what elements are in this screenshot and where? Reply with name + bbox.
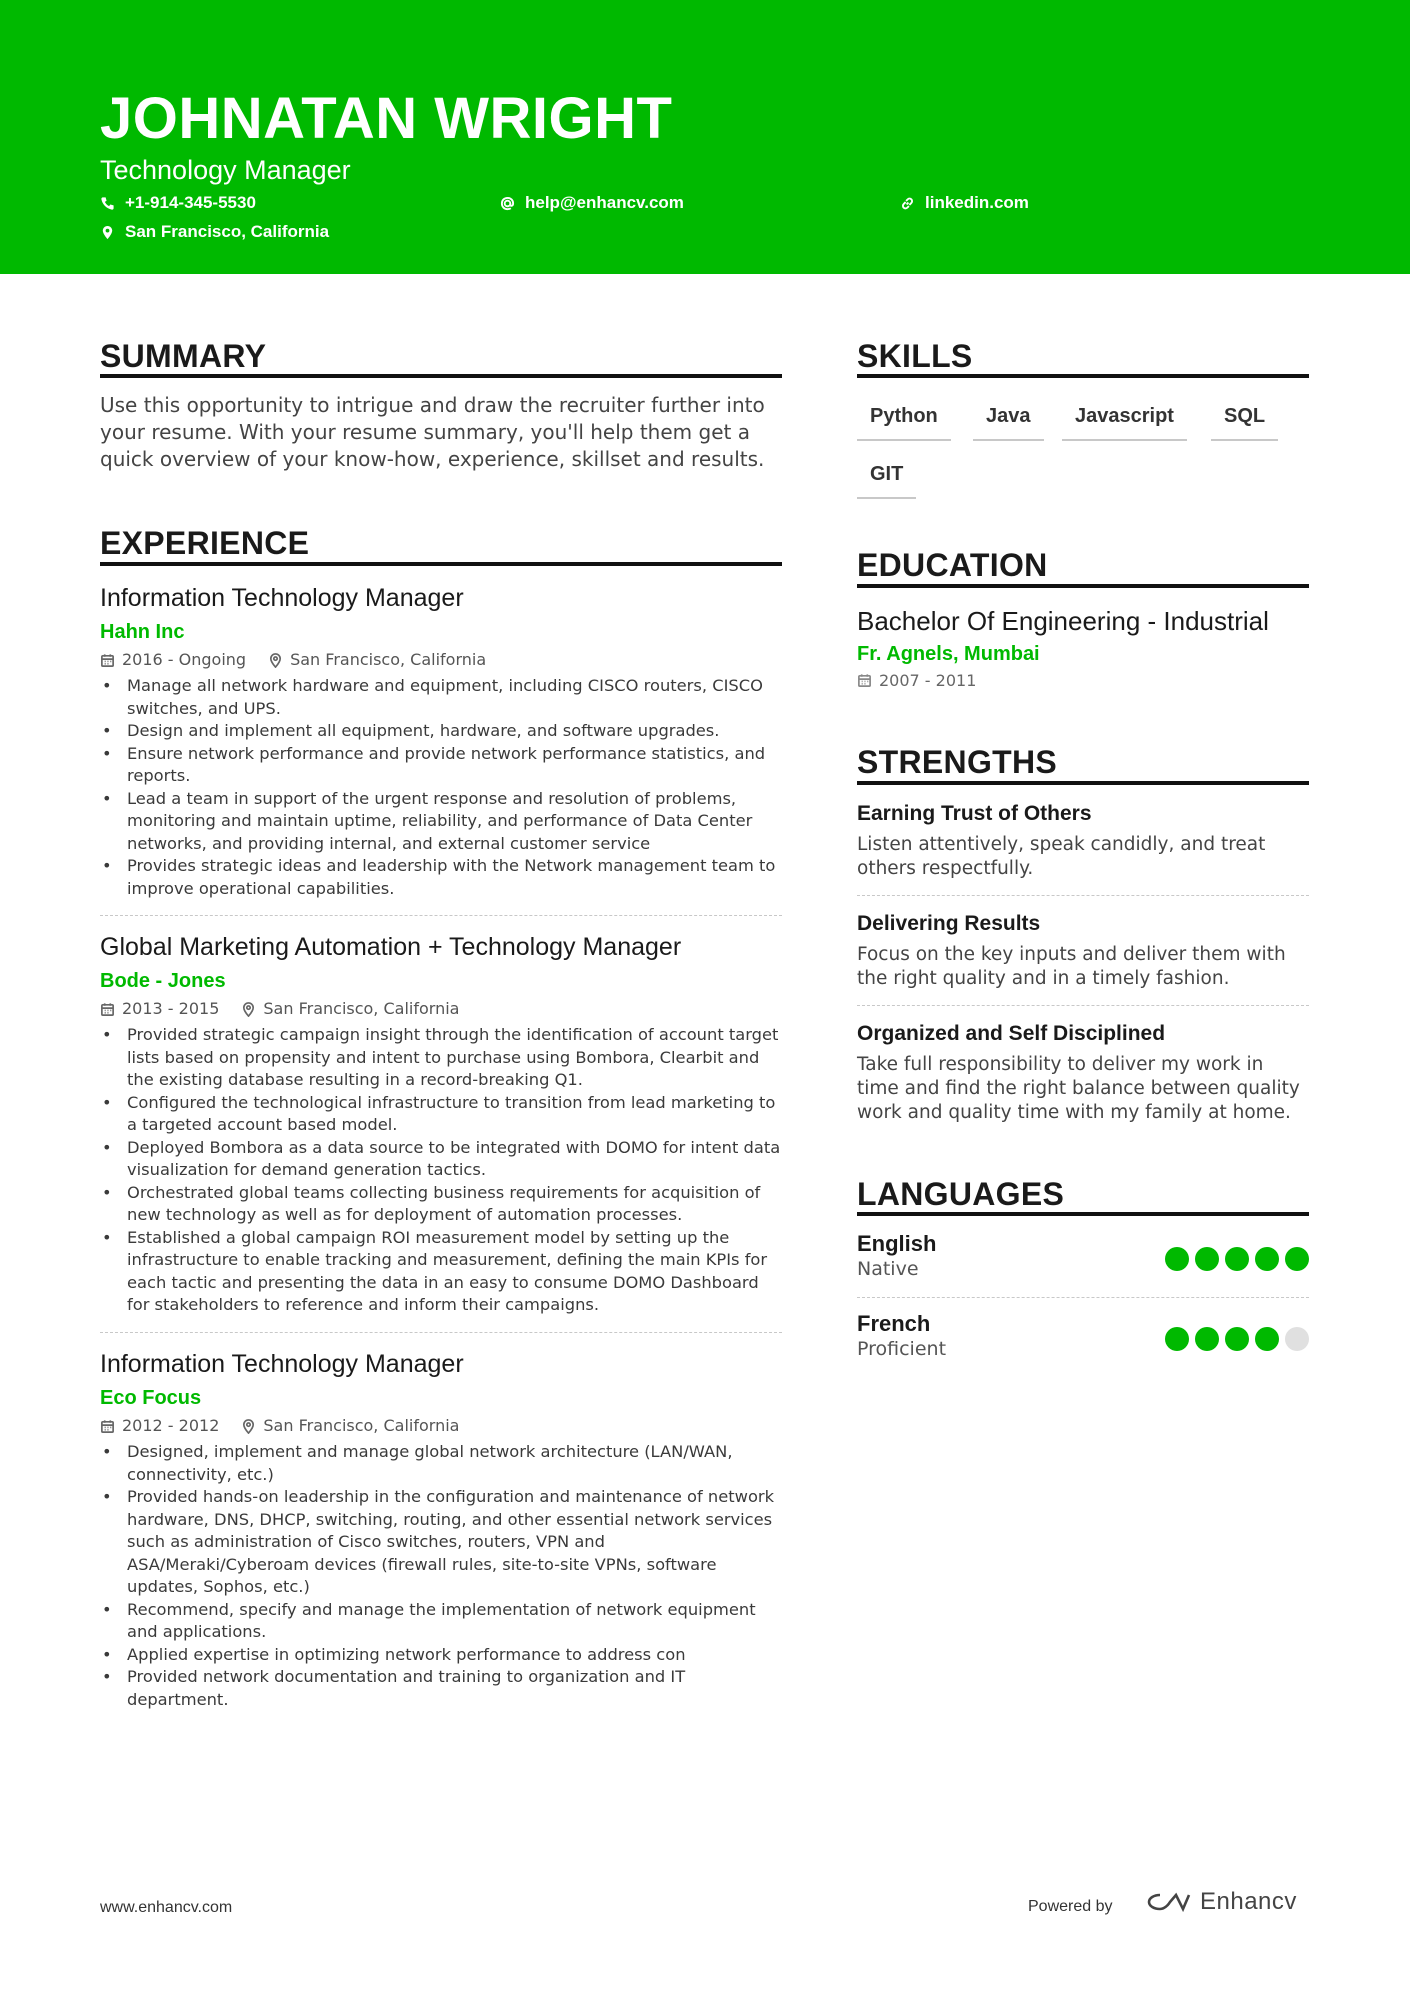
job-bullet: • Provided hands-on leadership in the configuration and maintenance of network hardware, DNS, DHCP, switching, routing, and other essential network services such as administration of Cisco switches, routers, VPN and ASA/Meraki/Cyberoam devices (firewall rules, site-to-site VPNs, software updates, Sophos, etc.) — [100, 1486, 782, 1599]
footer-website[interactable]: www.enhancv.com — [100, 1899, 233, 1916]
job-bullet: • Provides strategic ideas and leadership with the Network management team to improve operational capabilities. — [100, 855, 782, 900]
job-bullet: • Lead a team in support of the urgent response and resolution of problems, monitoring and maintain uptime, reliability, and performance of Data Center networks, and providing internal, and external customer service — [100, 788, 782, 856]
job-dates — [100, 649, 246, 671]
job-title: Global Marketing Automation + Technology Manager — [100, 933, 682, 961]
at-icon — [500, 196, 515, 211]
rating-dot-filled — [1255, 1327, 1279, 1351]
languages-divider — [857, 1212, 1309, 1216]
experience-heading: EXPERIENCE — [100, 525, 310, 561]
skills-heading: SKILLS — [857, 338, 973, 374]
skills-divider — [857, 374, 1309, 378]
rating-dot-empty — [1285, 1327, 1309, 1351]
job-location — [241, 998, 459, 1020]
job-dates — [100, 998, 219, 1020]
education-heading: EDUCATION — [857, 547, 1048, 583]
job-bullet: • Applied expertise in optimizing network performance to address con — [100, 1644, 782, 1667]
job-company[interactable]: Bode - Jones — [100, 970, 226, 992]
calendar-icon — [100, 1419, 115, 1434]
education-divider — [857, 584, 1309, 588]
language-item — [857, 1230, 1309, 1281]
rating-dot-filled — [1285, 1247, 1309, 1271]
location-text: San Francisco, California — [125, 222, 330, 241]
location-pin-icon — [241, 1419, 256, 1434]
job-bullets — [100, 1024, 782, 1317]
job-title: Information Technology Manager — [100, 1350, 464, 1378]
job-company[interactable]: Eco Focus — [100, 1387, 202, 1409]
resume-header — [0, 0, 1410, 274]
job-bullet: • Established a global campaign ROI measurement model by setting up the infrastructure to enable tracking and measurement, defining the main KPIs for each tactic and presenting the data in an easy to consume DOMO Dashboard for stakeholders to reference and inform their campaigns. — [100, 1227, 782, 1317]
skill-tag: SQL — [1211, 402, 1278, 441]
experience-divider — [100, 562, 782, 566]
calendar-icon — [857, 673, 872, 688]
skill-tag: Python — [857, 402, 951, 441]
strengths-divider — [857, 781, 1309, 785]
job-bullet: • Manage all network hardware and equipment, including CISCO routers, CISCO switches, and UPS. — [100, 675, 782, 720]
experience-entry — [100, 932, 782, 1317]
experience-entry — [100, 583, 782, 900]
strengths-heading: STRENGTHS — [857, 744, 1058, 780]
job-bullet: • Provided strategic campaign insight through the identification of account target lists based on propensity and intent to purchase using Bombora, Clearbit and the existing database resulting in a record-breaking Q1. — [100, 1024, 782, 1092]
linkedin-text: linkedin.com — [925, 193, 1029, 212]
job-bullet: • Designed, implement and manage global network architecture (LAN/WAN, connectivity, etc.) — [100, 1441, 782, 1486]
job-bullets — [100, 675, 782, 900]
job-title: Information Technology Manager — [100, 584, 464, 612]
job-company[interactable]: Hahn Inc — [100, 621, 185, 643]
job-bullet: • Provided network documentation and training to organization and IT department. — [100, 1666, 782, 1711]
job-bullet: • Design and implement all equipment, hardware, and software upgrades. — [100, 720, 782, 743]
strength-title: Organized and Self Disciplined — [857, 1022, 1166, 1045]
language-rating — [1165, 1247, 1309, 1271]
language-name: English — [857, 1231, 937, 1256]
language-item — [857, 1310, 1309, 1361]
languages-heading: LANGUAGES — [857, 1176, 1065, 1212]
email-text: help@enhancv.com — [525, 193, 684, 212]
experience-entry — [100, 1349, 782, 1711]
job-meta — [100, 649, 782, 671]
job-dates-text: 2016 - Ongoing — [122, 650, 247, 669]
job-bullet: • Ensure network performance and provide network performance statistics, and reports. — [100, 743, 782, 788]
strength-desc: Listen attentively, speak candidly, and treat others respectfully. — [857, 834, 1266, 879]
strength-title: Delivering Results — [857, 912, 1041, 935]
experience-separator — [100, 1332, 782, 1333]
rating-dot-filled — [1255, 1247, 1279, 1271]
job-location-text: San Francisco, California — [263, 999, 460, 1018]
phone-icon — [100, 196, 115, 211]
job-bullet: • Deployed Bombora as a data source to be integrated with DOMO for intent data visualization for demand generation tactics. — [100, 1137, 782, 1182]
job-location-text: San Francisco, California — [290, 650, 487, 669]
location-pin-icon — [241, 1002, 256, 1017]
job-dates-text: 2013 - 2015 — [122, 999, 220, 1018]
education-degree: Bachelor Of Engineering - Industrial — [857, 606, 1269, 636]
rating-dot-filled — [1195, 1247, 1219, 1271]
job-location — [241, 1415, 459, 1437]
skill-tag: Javascript — [1062, 402, 1187, 441]
location-pin-icon — [268, 653, 283, 668]
summary-divider — [100, 374, 782, 378]
contact-linkedin[interactable] — [900, 192, 1029, 214]
phone-text: +1-914-345-5530 — [125, 193, 256, 212]
language-level: Proficient — [857, 1338, 947, 1360]
job-meta — [100, 998, 782, 1020]
footer-logo[interactable] — [1146, 1888, 1297, 1916]
skill-tag: Java — [973, 402, 1044, 441]
summary-text: Use this opportunity to intrigue and draw the recruiter further into your resume. With your resume summary, you'll help them get a quick overview of your know-how, experience, skillset and results. — [100, 393, 765, 471]
strength-item — [857, 1021, 1309, 1125]
location-pin-icon — [100, 225, 115, 240]
language-level: Native — [857, 1258, 919, 1280]
job-bullet: • Orchestrated global teams collecting business requirements for acquisition of new technology as well as for deployment of automation processes. — [100, 1182, 782, 1227]
contact-phone[interactable] — [100, 192, 256, 214]
strength-item — [857, 911, 1309, 991]
footer-brand: Enhancv — [1200, 1888, 1297, 1915]
experience-separator — [100, 915, 782, 916]
job-meta — [100, 1415, 782, 1437]
link-icon — [900, 196, 915, 211]
language-name: French — [857, 1311, 931, 1336]
rating-dot-filled — [1225, 1247, 1249, 1271]
strength-desc: Focus on the key inputs and deliver them with the right quality and in a timely fashion. — [857, 944, 1286, 989]
contact-email[interactable] — [500, 192, 684, 214]
candidate-name: JOHNATAN WRIGHT — [100, 86, 673, 151]
skill-tag: GIT — [857, 460, 916, 499]
job-bullet: • Configured the technological infrastructure to transition from lead marketing to a targeted account based model. — [100, 1092, 782, 1137]
language-separator — [857, 1297, 1309, 1298]
strength-separator — [857, 895, 1309, 896]
education-dates — [857, 671, 976, 690]
calendar-icon — [100, 1002, 115, 1017]
strength-title: Earning Trust of Others — [857, 802, 1092, 825]
job-location — [268, 649, 486, 671]
strength-desc: Take full responsibility to deliver my work in time and find the right balance between quality work and quality time with my family at home. — [857, 1054, 1300, 1123]
rating-dot-filled — [1165, 1247, 1189, 1271]
job-bullets — [100, 1441, 782, 1711]
job-location-text: San Francisco, California — [263, 1416, 460, 1435]
candidate-title: Technology Manager — [100, 155, 351, 185]
footer-powered-by: Powered by — [1028, 1898, 1113, 1915]
strength-separator — [857, 1005, 1309, 1006]
summary-heading: SUMMARY — [100, 338, 267, 374]
language-rating — [1165, 1327, 1309, 1351]
contact-location — [100, 221, 329, 243]
enhancv-logo-icon — [1146, 1889, 1192, 1915]
education-dates-text: 2007 - 2011 — [879, 671, 977, 690]
rating-dot-filled — [1165, 1327, 1189, 1351]
job-dates-text: 2012 - 2012 — [122, 1416, 220, 1435]
job-bullet: • Recommend, specify and manage the implementation of network equipment and applications. — [100, 1599, 782, 1644]
calendar-icon — [100, 653, 115, 668]
education-school[interactable]: Fr. Agnels, Mumbai — [857, 643, 1040, 665]
rating-dot-filled — [1225, 1327, 1249, 1351]
strength-item — [857, 801, 1309, 881]
rating-dot-filled — [1195, 1327, 1219, 1351]
job-dates — [100, 1415, 219, 1437]
